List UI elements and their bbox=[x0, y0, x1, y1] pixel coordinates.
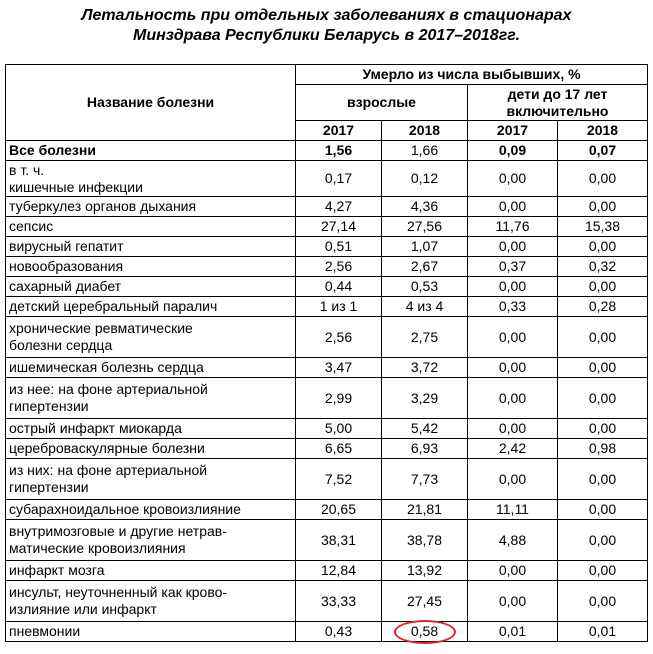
value-cell: 0,00 bbox=[558, 520, 648, 561]
year-header: 2017 bbox=[468, 121, 558, 141]
disease-name bbox=[6, 317, 296, 358]
disease-name-line: Все болезни bbox=[9, 142, 96, 158]
value-cell: 2,99 bbox=[296, 378, 382, 419]
disease-name-line: пневмонии bbox=[9, 623, 81, 639]
value-cell: 0,00 bbox=[558, 419, 648, 439]
adults-header: взрослые bbox=[296, 85, 468, 121]
disease-name-line: сепсис bbox=[9, 218, 54, 234]
value-cell: 3,47 bbox=[296, 358, 382, 378]
title-line-1: Летальность при отдельных заболеваниях в стационарах bbox=[81, 7, 572, 24]
disease-name-line: из нее: на фоне артериальной bbox=[9, 381, 208, 397]
value-cell: 1 из 1 bbox=[296, 297, 382, 317]
disease-name bbox=[6, 500, 296, 520]
disease-name-line: внутримозговые и другие нетрав- bbox=[9, 523, 227, 539]
value-cell: 15,38 bbox=[558, 217, 648, 237]
disease-column-header: Название болезни bbox=[6, 65, 296, 141]
value-cell: 4,88 bbox=[468, 520, 558, 561]
value-cell: 0,00 bbox=[558, 358, 648, 378]
disease-name bbox=[6, 197, 296, 217]
value-cell: 0,17 bbox=[296, 161, 382, 197]
value-cell: 0,00 bbox=[468, 237, 558, 257]
value-cell: 0,00 bbox=[558, 581, 648, 622]
value-cell: 0,00 bbox=[468, 197, 558, 217]
value-cell: 0,53 bbox=[382, 277, 468, 297]
value-cell: 0,00 bbox=[468, 378, 558, 419]
value-cell: 33,33 bbox=[296, 581, 382, 622]
value-cell: 0,00 bbox=[558, 317, 648, 358]
value-cell: 0,33 bbox=[468, 297, 558, 317]
document-title bbox=[0, 6, 653, 46]
value-cell: 0,07 bbox=[558, 141, 648, 161]
value-cell: 0,00 bbox=[468, 277, 558, 297]
value-cell: 1,66 bbox=[382, 141, 468, 161]
table-row bbox=[6, 561, 648, 581]
value-cell: 0,00 bbox=[558, 459, 648, 500]
value-cell: 0,00 bbox=[468, 358, 558, 378]
table-row bbox=[6, 622, 648, 642]
disease-name bbox=[6, 561, 296, 581]
value-cell: 0,00 bbox=[468, 459, 558, 500]
value-cell: 0,00 bbox=[558, 378, 648, 419]
disease-name-line: сахарный диабет bbox=[9, 278, 122, 294]
value-cell: 3,72 bbox=[382, 358, 468, 378]
value-cell: 0,00 bbox=[558, 197, 648, 217]
disease-name bbox=[6, 581, 296, 622]
children-header-line-2: включительно bbox=[506, 102, 609, 119]
value-cell: 1,07 bbox=[382, 237, 468, 257]
table-row bbox=[6, 197, 648, 217]
disease-name bbox=[6, 378, 296, 419]
year-header: 2018 bbox=[382, 121, 468, 141]
value-cell: 27,45 bbox=[382, 581, 468, 622]
value-cell: 0,00 bbox=[558, 561, 648, 581]
table-row bbox=[6, 378, 648, 419]
disease-name-line: ишемическая болезнь сердца bbox=[9, 359, 204, 375]
value-cell: 0,28 bbox=[558, 297, 648, 317]
disease-name bbox=[6, 217, 296, 237]
disease-name-line: излияние или инфаркт bbox=[9, 601, 157, 617]
value-cell: 0,01 bbox=[468, 622, 558, 642]
value-cell: 2,75 bbox=[382, 317, 468, 358]
value-cell: 0,44 bbox=[296, 277, 382, 297]
value-cell: 13,92 bbox=[382, 561, 468, 581]
value-cell: 0,00 bbox=[558, 161, 648, 197]
table-row bbox=[6, 161, 648, 197]
table-row bbox=[6, 500, 648, 520]
value-cell: 5,42 bbox=[382, 419, 468, 439]
disease-name-line: гипертензии bbox=[9, 479, 89, 495]
value-cell: 0,00 bbox=[468, 317, 558, 358]
table-row bbox=[6, 237, 648, 257]
disease-name-line: инсульт, неуточненный как крово- bbox=[9, 584, 228, 600]
value-cell: 0,98 bbox=[558, 439, 648, 459]
disease-name-line: в т. ч. bbox=[9, 161, 45, 178]
title-line-2: Минздрава Республики Беларусь в 2017–2018гг. bbox=[132, 27, 521, 44]
table-row bbox=[6, 217, 648, 237]
disease-name-line: субарахноидальное кровоизлияние bbox=[9, 501, 241, 517]
mortality-header: Умерло из числа выбывших, % bbox=[296, 65, 648, 85]
disease-name-line: детский церебральный паралич bbox=[9, 298, 218, 314]
value-cell: 0,43 bbox=[296, 622, 382, 642]
value-cell: 4,27 bbox=[296, 197, 382, 217]
value-cell: 5,00 bbox=[296, 419, 382, 439]
table-row bbox=[6, 520, 648, 561]
value-cell: 1,56 bbox=[296, 141, 382, 161]
disease-name-line: хронические ревматические bbox=[9, 320, 193, 336]
value-cell: 0,00 bbox=[558, 237, 648, 257]
disease-name-line: новообразования bbox=[9, 258, 124, 274]
value-cell: 0,51 bbox=[296, 237, 382, 257]
year-header: 2017 bbox=[296, 121, 382, 141]
value-cell: 2,56 bbox=[296, 317, 382, 358]
disease-name bbox=[6, 161, 296, 197]
value-cell: 38,31 bbox=[296, 520, 382, 561]
value-cell: 0,00 bbox=[468, 561, 558, 581]
value-cell: 2,67 bbox=[382, 257, 468, 277]
value-cell: 6,65 bbox=[296, 439, 382, 459]
value-cell: 20,65 bbox=[296, 500, 382, 520]
disease-name bbox=[6, 622, 296, 642]
value-cell: 2,42 bbox=[468, 439, 558, 459]
disease-name-line: вирусный гепатит bbox=[9, 238, 124, 254]
value-cell: 6,93 bbox=[382, 439, 468, 459]
value-cell: 0,00 bbox=[468, 419, 558, 439]
value-cell: 4,36 bbox=[382, 197, 468, 217]
disease-name-line: гипертензии bbox=[9, 398, 89, 414]
value-cell: 0,12 bbox=[382, 161, 468, 197]
disease-name bbox=[6, 297, 296, 317]
value-cell: 0,00 bbox=[468, 161, 558, 197]
disease-name bbox=[6, 419, 296, 439]
disease-name-line: матические кровоизлияния bbox=[9, 540, 186, 556]
value-cell: 38,78 bbox=[382, 520, 468, 561]
value-cell: 11,11 bbox=[468, 500, 558, 520]
table-row bbox=[6, 277, 648, 297]
value-cell: 7,73 bbox=[382, 459, 468, 500]
value-cell: 7,52 bbox=[296, 459, 382, 500]
value-cell: 12,84 bbox=[296, 561, 382, 581]
value-cell: 0,58 bbox=[382, 622, 468, 642]
table-row bbox=[6, 358, 648, 378]
value-cell: 27,14 bbox=[296, 217, 382, 237]
value-cell: 0,01 bbox=[558, 622, 648, 642]
children-header bbox=[468, 85, 648, 121]
children-header-line-1: дети до 17 лет bbox=[507, 85, 608, 102]
disease-name-line: инфаркт мозга bbox=[9, 562, 105, 578]
disease-name bbox=[6, 520, 296, 561]
table-row bbox=[6, 581, 648, 622]
disease-name bbox=[6, 358, 296, 378]
table-row bbox=[6, 439, 648, 459]
disease-name-line: из них: на фоне артериальной bbox=[9, 462, 208, 478]
value-cell: 0,37 bbox=[468, 257, 558, 277]
mortality-table bbox=[5, 64, 648, 642]
value-cell: 2,56 bbox=[296, 257, 382, 277]
value-cell: 0,00 bbox=[468, 581, 558, 622]
disease-name bbox=[6, 459, 296, 500]
table-row bbox=[6, 317, 648, 358]
disease-name bbox=[6, 277, 296, 297]
table-row bbox=[6, 459, 648, 500]
value-cell: 0,00 bbox=[558, 500, 648, 520]
value-cell: 4 из 4 bbox=[382, 297, 468, 317]
value-cell: 0,00 bbox=[558, 277, 648, 297]
table-row bbox=[6, 257, 648, 277]
table-row bbox=[6, 297, 648, 317]
disease-name-line: цереброваскулярные болезни bbox=[9, 440, 205, 456]
value-cell: 0,32 bbox=[558, 257, 648, 277]
disease-name bbox=[6, 237, 296, 257]
disease-name bbox=[6, 141, 296, 161]
disease-name-line: туберкулез органов дыхания bbox=[9, 198, 197, 214]
disease-name-line: кишечные инфекции bbox=[9, 178, 143, 195]
table-row bbox=[6, 141, 648, 161]
value-cell: 11,76 bbox=[468, 217, 558, 237]
value-cell: 27,56 bbox=[382, 217, 468, 237]
disease-name-line: болезни сердца bbox=[9, 337, 113, 353]
disease-name bbox=[6, 439, 296, 459]
disease-name-line: острый инфаркт миокарда bbox=[9, 420, 182, 436]
year-header: 2018 bbox=[558, 121, 648, 141]
value-cell: 21,81 bbox=[382, 500, 468, 520]
value-cell: 3,29 bbox=[382, 378, 468, 419]
value-cell: 0,09 bbox=[468, 141, 558, 161]
disease-name bbox=[6, 257, 296, 277]
table-row bbox=[6, 419, 648, 439]
